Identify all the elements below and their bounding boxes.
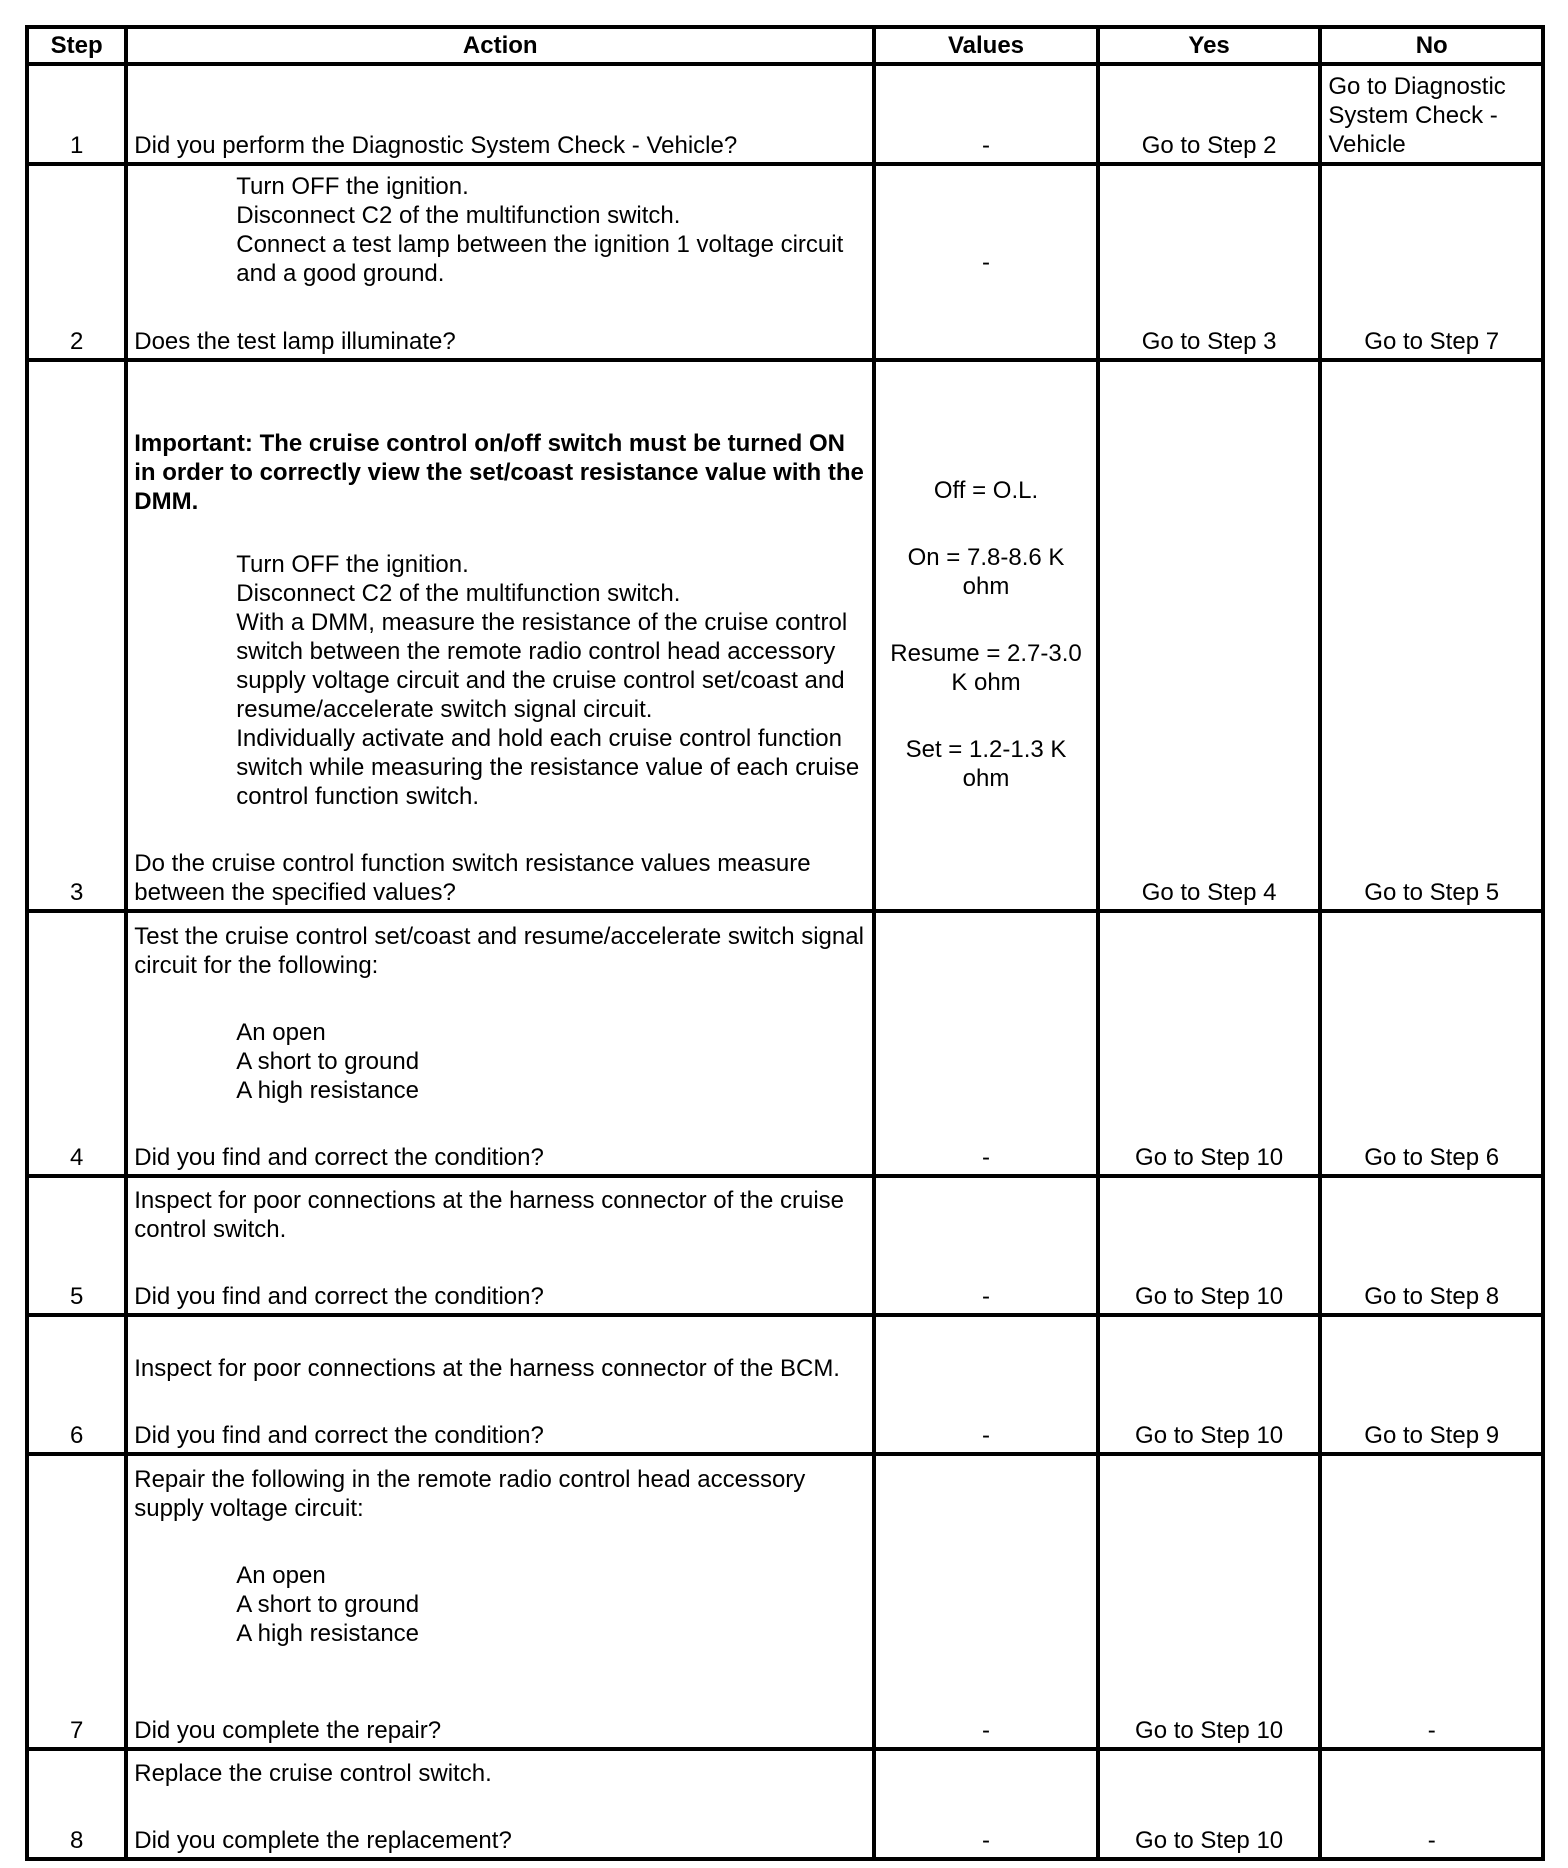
values-cell: - <box>874 1749 1098 1859</box>
action-cell <box>126 911 874 1176</box>
step-number: 6 <box>27 1315 126 1454</box>
values-cell <box>874 360 1098 911</box>
yes-cell: Go to Step 10 <box>1098 1749 1321 1859</box>
action-line: A high resistance <box>236 1077 420 1104</box>
header-action: Action <box>126 27 874 64</box>
no-cell: Go to Step 8 <box>1320 1176 1543 1315</box>
question-text: Did you perform the Diagnostic System Check - Vehicle? <box>134 132 738 159</box>
action-line: A short to ground <box>236 1591 420 1618</box>
yes-cell: Go to Step 10 <box>1098 1315 1321 1454</box>
table-row-step-6 <box>27 1315 1543 1454</box>
action-cell <box>126 1176 874 1315</box>
action-line: A high resistance <box>236 1620 420 1647</box>
action-cell <box>126 1315 874 1454</box>
action-intro: Test the cruise control set/coast and resume/accelerate switch signal circuit for the following: <box>134 923 864 979</box>
values-cell: - <box>874 911 1098 1176</box>
header-step: Step <box>27 27 126 64</box>
header-yes: Yes <box>1098 27 1321 64</box>
yes-cell: Go to Step 10 <box>1098 1176 1321 1315</box>
no-cell: - <box>1320 1454 1543 1749</box>
no-cell: Go to Step 9 <box>1320 1315 1543 1454</box>
question-text: Does the test lamp illuminate? <box>134 328 456 355</box>
yes-cell: Go to Step 2 <box>1098 64 1321 164</box>
table-row-step-5 <box>27 1176 1543 1315</box>
question-text: Did you complete the replacement? <box>134 1827 512 1854</box>
question-text: Did you find and correct the condition? <box>134 1422 544 1449</box>
action-line: An open <box>236 1019 326 1046</box>
action-cell <box>126 64 874 164</box>
diagnostic-table <box>25 25 1545 1861</box>
action-intro: Replace the cruise control switch. <box>134 1760 492 1787</box>
action-line: With a DMM, measure the resistance of the cruise control switch between the remote radio control head accessory supply voltage circuit and the cruise control set/coast and resume/accelerate switch signal circuit. <box>236 609 848 723</box>
no-cell: Go to Step 6 <box>1320 911 1543 1176</box>
question-text: Did you find and correct the condition? <box>134 1283 544 1310</box>
action-cell <box>126 1749 874 1859</box>
value-on: On = 7.8-8.6 K ohm <box>907 544 1065 600</box>
step-number: 3 <box>27 360 126 911</box>
step-number: 1 <box>27 64 126 164</box>
action-line: Disconnect C2 of the multifunction switch. <box>236 202 681 229</box>
action-line: An open <box>236 1562 326 1589</box>
no-cell: Go to Diagnostic System Check - Vehicle <box>1320 64 1543 164</box>
yes-cell: Go to Step 3 <box>1098 164 1321 360</box>
action-intro: Inspect for poor connections at the harness connector of the cruise control switch. <box>134 1187 844 1243</box>
values-cell: - <box>874 1454 1098 1749</box>
action-line: Connect a test lamp between the ignition 1 voltage circuit and a good ground. <box>236 231 844 287</box>
action-cell <box>126 164 874 360</box>
table-row-step-7 <box>27 1454 1543 1749</box>
value-off: Off = O.L. <box>933 477 1039 504</box>
question-text: Did you find and correct the condition? <box>134 1144 544 1171</box>
action-cell <box>126 360 874 911</box>
yes-cell: Go to Step 10 <box>1098 1454 1321 1749</box>
yes-cell: Go to Step 4 <box>1098 360 1321 911</box>
header-values: Values <box>874 27 1098 64</box>
action-line: Turn OFF the ignition. <box>236 173 469 200</box>
no-cell: - <box>1320 1749 1543 1859</box>
table-row-step-8 <box>27 1749 1543 1859</box>
table-row-step-2 <box>27 164 1543 360</box>
values-cell: - <box>874 1176 1098 1315</box>
header-no: No <box>1320 27 1543 64</box>
question-text: Do the cruise control function switch resistance values measure between the specified values? <box>134 850 811 906</box>
important-note: Important: The cruise control on/off switch must be turned ON in order to correctly view the set/coast resistance value with the DMM. <box>134 430 864 515</box>
table-row-step-3 <box>27 360 1543 911</box>
values-cell: - <box>874 164 1098 360</box>
table-row-step-4 <box>27 911 1543 1176</box>
step-number: 4 <box>27 911 126 1176</box>
question-text: Did you complete the repair? <box>134 1717 442 1744</box>
no-cell: Go to Step 7 <box>1320 164 1543 360</box>
step-number: 2 <box>27 164 126 360</box>
table-row-step-1 <box>27 64 1543 164</box>
header-row <box>27 27 1543 64</box>
value-set: Set = 1.2-1.3 K ohm <box>905 736 1067 792</box>
action-line: A short to ground <box>236 1048 420 1075</box>
values-cell: - <box>874 64 1098 164</box>
step-number: 8 <box>27 1749 126 1859</box>
step-number: 5 <box>27 1176 126 1315</box>
action-cell <box>126 1454 874 1749</box>
action-line: Individually activate and hold each cruise control function switch while measuring the resistance value of each cruise control function switch. <box>236 725 860 810</box>
action-line: Turn OFF the ignition. <box>236 551 469 578</box>
action-intro: Repair the following in the remote radio control head accessory supply voltage circuit: <box>134 1466 806 1522</box>
yes-cell: Go to Step 10 <box>1098 911 1321 1176</box>
value-resume: Resume = 2.7-3.0 K ohm <box>890 640 1082 696</box>
step-number: 7 <box>27 1454 126 1749</box>
no-cell: Go to Step 5 <box>1320 360 1543 911</box>
values-cell: - <box>874 1315 1098 1454</box>
action-line: Disconnect C2 of the multifunction switch. <box>236 580 681 607</box>
action-intro: Inspect for poor connections at the harness connector of the BCM. <box>134 1355 840 1382</box>
